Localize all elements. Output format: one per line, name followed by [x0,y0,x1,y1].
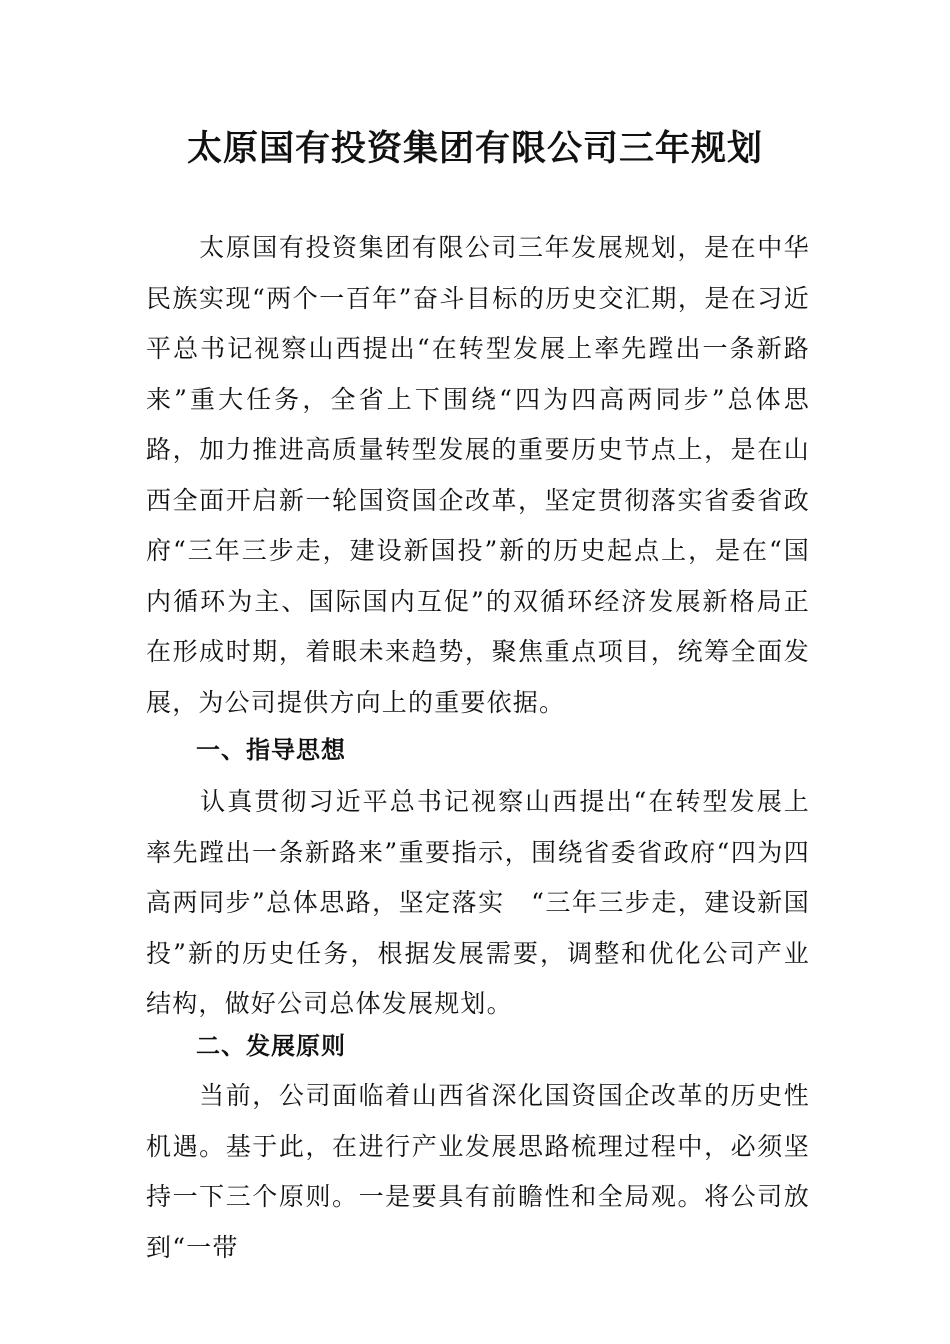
document-title: 太原国有投资集团有限公司三年规划 [186,128,763,169]
intro-paragraph: 太原国有投资集团有限公司三年发展规划，是在中华民族实现“两个一百年”奋斗目标的历史交汇期，是在习近平总书记视察山西提出“在转型发展上率先蹚出一条新路来”重大任务，全省上下围绕“四为四高两同步”总体思路，加力推进高质量转型发展的重要历史节点上，是在山西全面开启新一轮国资国企改革，坚定贯彻落实省委省政府“三年三步走，建设新国投”新的历史起点上，是在“国内循环为主、国际国内互促”的双循环经济发展新格局正在形成时期，着眼未来趋势，聚焦重点项目，统筹全面发展，为公司提供方向上的重要依据。 [146,233,810,717]
development-principles-paragraph: 当前，公司面临着山西省深化国资国企改革的历史性机遇。基于此，在进行产业发展思路梳理过程中，必须坚持一下三个原则。一是要具有前瞻性和全局观。将公司放到“一带 [146,1081,810,1262]
section-heading-guiding-ideology: 一、指导思想 [196,736,346,764]
section-heading-development-principles: 二、发展原则 [196,1032,346,1060]
guiding-ideology-paragraph: 认真贯彻习近平总书记视察山西提出“在转型发展上率先蹚出一条新路来”重要指示，围绕省委省政府“四为四高两同步”总体思路，坚定落实 “三年三步走，建设新国投”新的历史任务，根据发展需要，调整和优化公司产业结构，做好公司总体发展规划。 [146,787,810,1018]
